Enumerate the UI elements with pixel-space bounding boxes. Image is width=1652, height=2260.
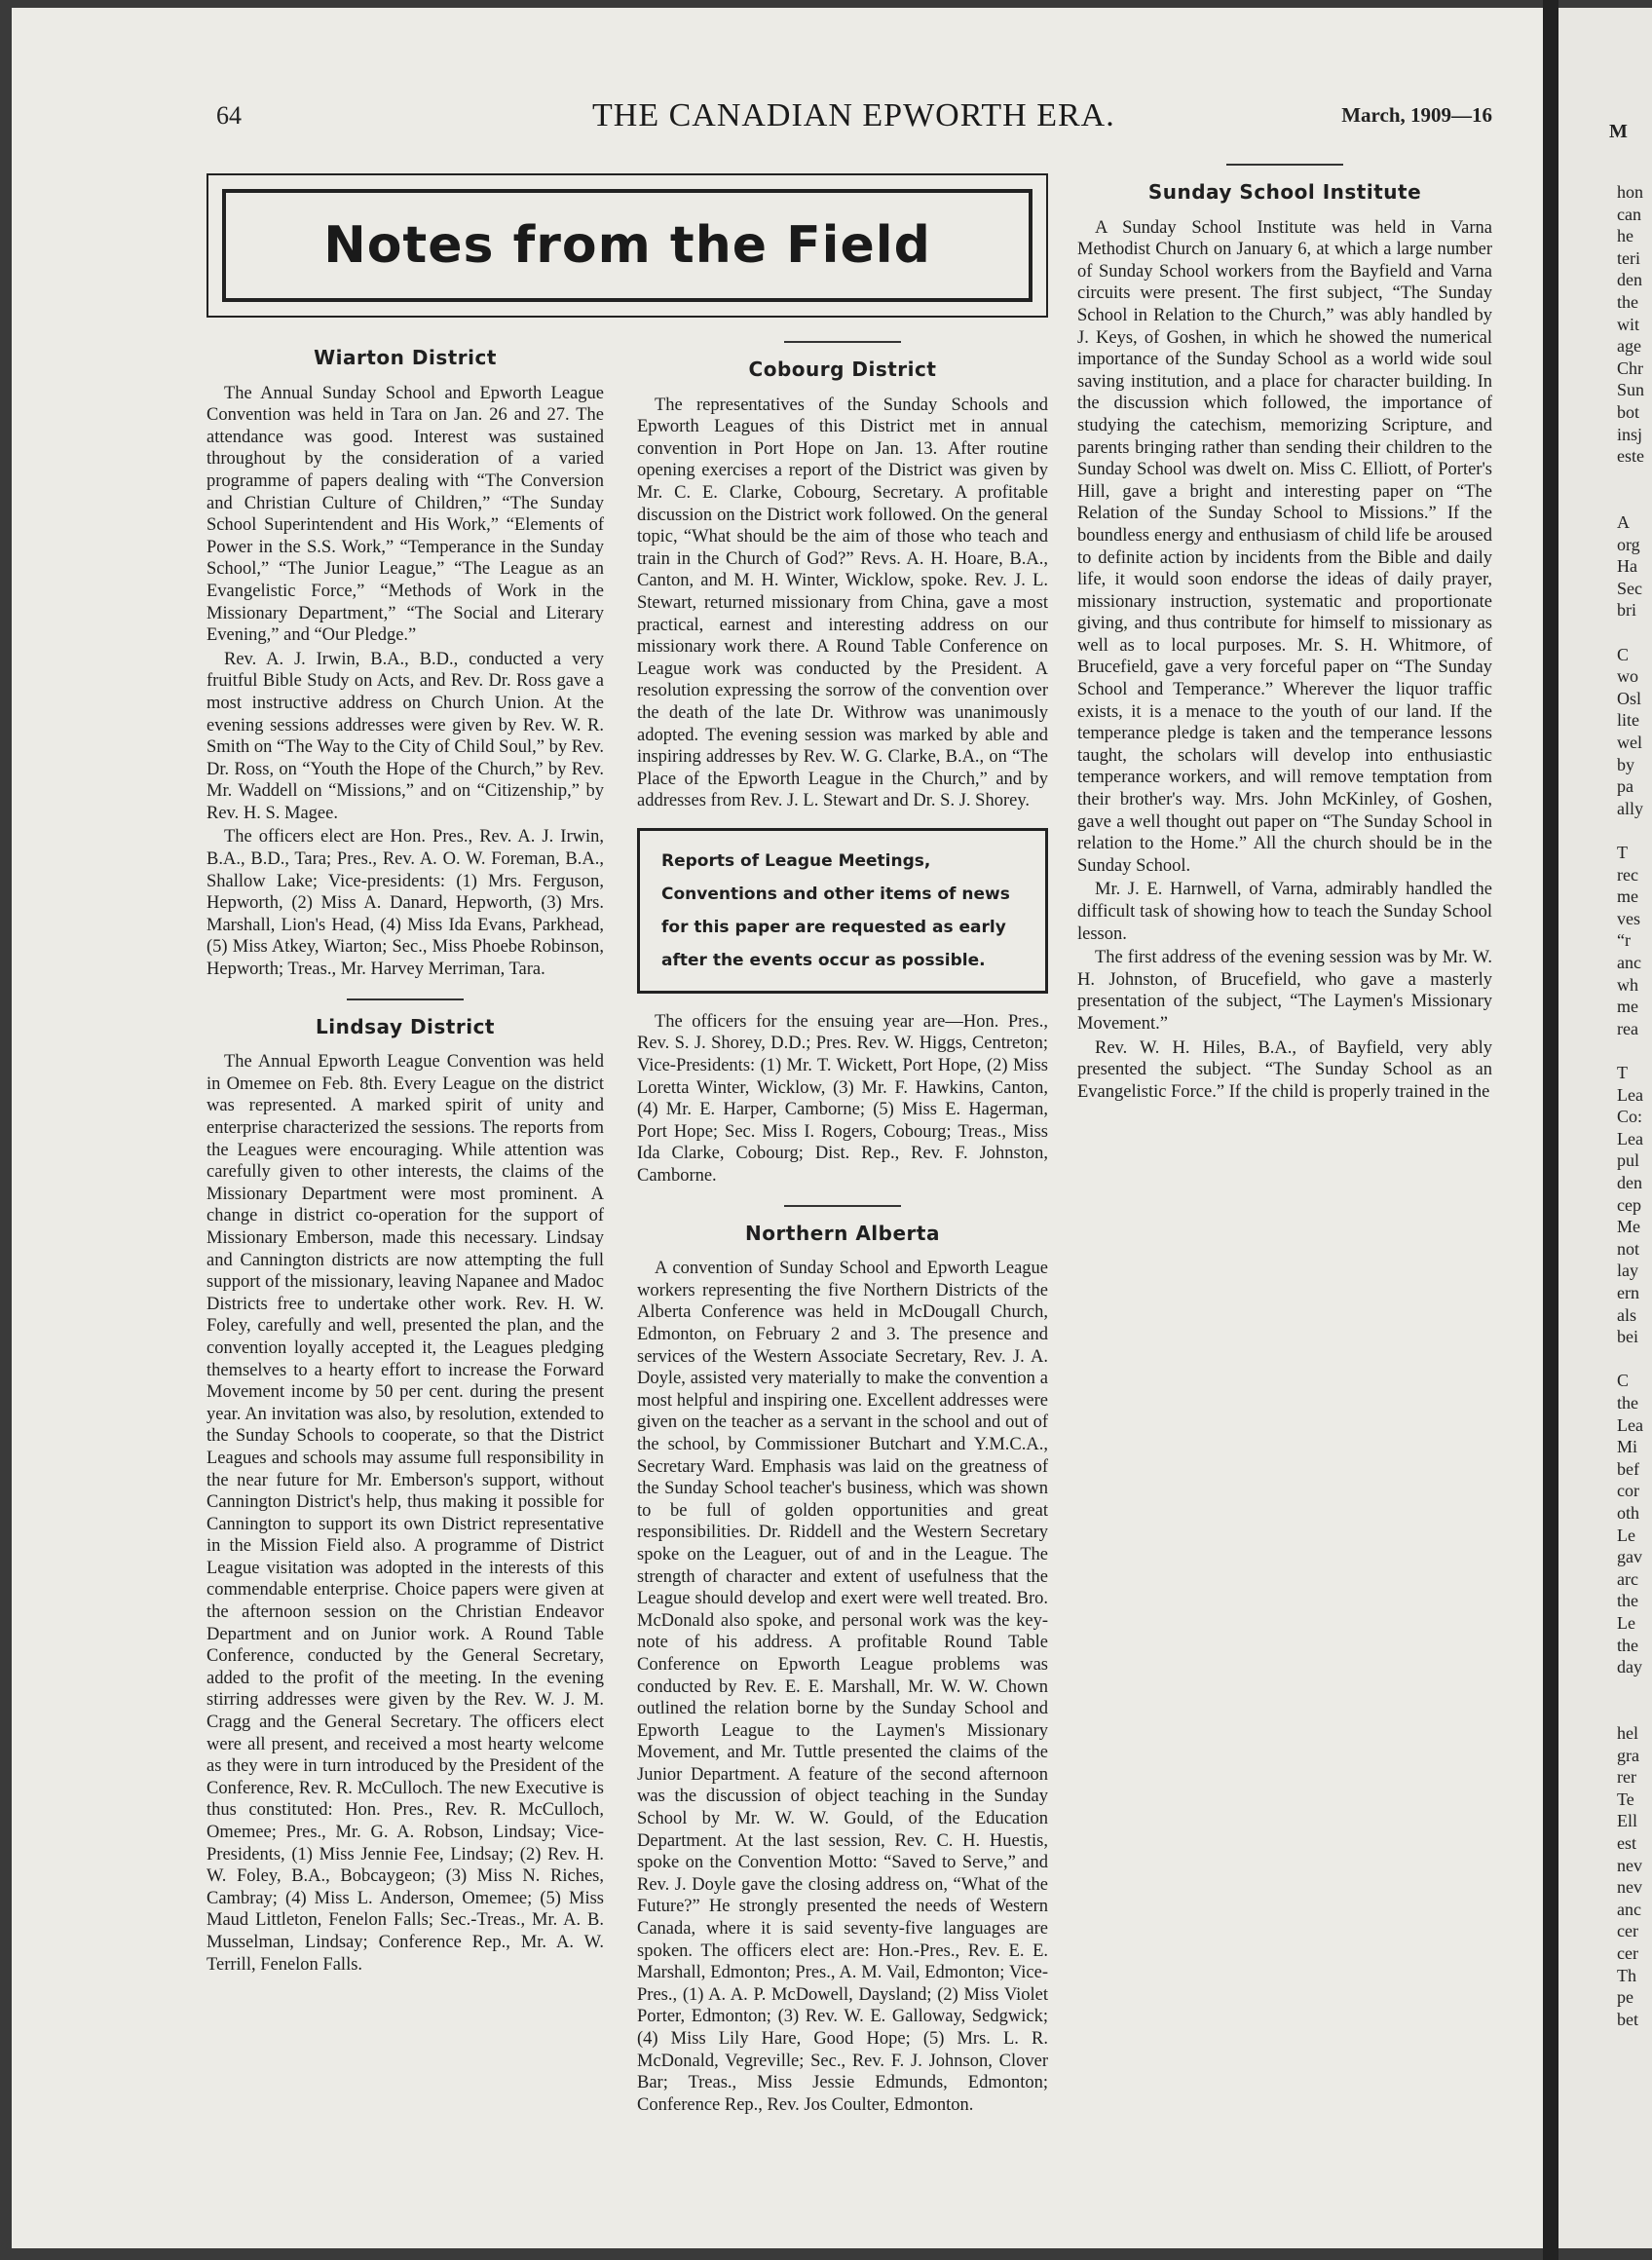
next-page-line-fragment: Ha — [1617, 556, 1637, 577]
next-page-line-fragment: Lea — [1617, 1084, 1643, 1105]
next-page-line-fragment: the — [1617, 1591, 1638, 1611]
next-page-running-head: M — [1609, 121, 1628, 142]
notice-box: Reports of League Meetings, Conventions and other items of news for this paper are requested as early after the events occur as possible. — [637, 828, 1048, 994]
next-page-line-fragment: the — [1617, 292, 1638, 312]
section-heading-lindsay: Lindsay District — [316, 1014, 495, 1038]
next-page-line-fragment: Ell — [1617, 1811, 1637, 1831]
next-page-line-fragment: bri — [1617, 600, 1636, 621]
next-page-line-fragment: Th — [1617, 1965, 1636, 1985]
next-page-line-fragment: Co: — [1617, 1107, 1643, 1127]
next-page-line-fragment: rea — [1617, 1018, 1638, 1038]
next-page-line-fragment: den — [1617, 270, 1642, 290]
column-2 — [637, 337, 1048, 2115]
next-page-line-fragment: cer — [1617, 1943, 1638, 1963]
next-page-line-fragment: wo — [1617, 666, 1638, 687]
next-page-line-fragment: can — [1617, 204, 1641, 224]
magazine-page — [12, 8, 1543, 2248]
next-page-line-fragment: C — [1617, 644, 1630, 664]
next-page-line-fragment: ves — [1617, 908, 1640, 928]
next-page-line-fragment: anc — [1617, 953, 1641, 972]
next-page-line-fragment: Lea — [1617, 1128, 1643, 1149]
next-page-line-fragment: wit — [1617, 314, 1640, 334]
next-page-line-fragment: me — [1617, 997, 1638, 1017]
journal-title: THE CANADIAN EPWORTH ERA. — [592, 97, 1115, 133]
next-page-line-fragment: Lea — [1617, 1414, 1643, 1435]
next-page-line-fragment: hon — [1617, 182, 1643, 202]
next-page-edge — [1558, 8, 1652, 2248]
next-page-line-fragment: Te — [1617, 1789, 1634, 1809]
next-page-line-fragment: rec — [1617, 864, 1638, 885]
page-header — [206, 97, 1502, 136]
section-heading-wiarton: Wiarton District — [314, 346, 497, 369]
next-page-line-fragment: me — [1617, 886, 1638, 907]
next-page-line-fragment: lite — [1617, 710, 1639, 731]
next-page-line-fragment: T — [1617, 843, 1628, 862]
issue-date: March, 1909—16 — [1341, 103, 1492, 127]
next-page-line-fragment: wel — [1617, 733, 1642, 752]
next-page-line-fragment: age — [1617, 336, 1641, 357]
next-page-line-fragment: he — [1617, 226, 1633, 246]
next-page-line-fragment: cor — [1617, 1481, 1639, 1501]
next-page-line-fragment: T — [1617, 1063, 1628, 1082]
next-page-line-fragment: gra — [1617, 1745, 1639, 1765]
next-page-line-fragment: hel — [1617, 1723, 1638, 1743]
institute-paragraph: The first address of the evening session was by Mr. W. H. Johnston, of Brucefield, who gave a masterly presentation of the subject, “The Laymen's Missionary Movement.” — [1077, 948, 1492, 1034]
next-page-line-fragment: Sun — [1617, 380, 1645, 400]
next-page-line-fragment: oth — [1617, 1503, 1640, 1523]
next-page-line-fragment: wh — [1617, 974, 1638, 995]
section-divider — [784, 341, 901, 343]
northern-alberta-paragraph: A convention of Sunday School and Epworth League workers representing the five Northern Districts of the Alberta Conference was held in McDougall Church, Edmonton, on February 2 and 3. The presence and services of the Western Associate Secretary, Rev. J. A. Doyle, assisted very materially to make the convention a most helpful and inspiring one. Excellent addresses were given on the teacher as a servant in the school and out of the school, by Commissioner Butchart and Y.M.C.A., Secretary Ward. Emphasis was laid on the greatness of the Sunday School teacher's business, which was shown to be full of golden opportunities and great responsibilities. Dr. Riddell and the Western Secretary spoke on the Leaguer, out of and in the League. The strength of character and extent of usefulness that the League should develop and exert were well treated. Bro. McDonald also spoke, and personal work was the key-note of his address. A profitable Round Table Conference on Epworth League problems was conducted by Rev. E. E. Marshall, Mr. W. W. Chown outlined the relation borne by the Sunday School and Epworth League to the Laymen's Missionary Movement, and Mr. Tuttle presented the claims of the Junior Department. A feature of the second afternoon was the discussion of object teaching in the Sunday School by Mr. W. W. Gould, of the Education Department. At the last session, Rev. C. H. Huestis, spoke on the Convention Motto: “Saved to Serve,” and Rev. J. Doyle gave the closing address on, “What of the Future?” He strongly presented the needs of Western Canada, where it is said seventy-five languages are spoken. The officers elect are: Hon.-Pres., Rev. E. E. Marshall, Edmonton; Pres., A. M. Vail, Edmonton; Vice-Pres., (1) A. A. P. McDowell, Daysland; (2) Miss Violet Porter, Edmonton; (3) Rev. W. E. Galloway, Sedgwick; (4) Miss Lily Hare, Good Hope; (5) Mrs. L. R. McDonald, Vegreville; Sec., Rev. F. J. Johnson, Clover Bar; Treas., Miss Jessie Edmunds, Edmonton; Conference Rep., Rev. Jos Coulter, Edmonton. — [637, 1259, 1048, 2115]
institute-paragraph: A Sunday School Institute was held in Varna Methodist Church on January 6, at which a large number of Sunday School workers from the Bayfield and Varna circuits were present. The first subject, “The Sunday School in Relation to the Church,” was ably handled by J. Keys, of Goshen, in which he showed the numerical importance of the Sunday School as a world wide soul saving institution, and a place for character building. In the discussion which followed, the importance of studying the catechism, memorizing Scripture, and parents bringing rather than sending their children to the Sunday School was dwelt on. Miss C. Elliott, of Porter's Hill, gave a bright and interesting paper on “The Relation of the Sunday School to Missions.” If the boundless energy and enthusiasm of child life be aroused to definite action by incidents from the Bible and daily life, it would soon endorse the ideas of daily prayer, missionary instruction, systematic and proportionate giving, and thus contribute for himself to missionary as well as to local purposes. Mr. S. H. Whitmore, of Brucefield, gave a very forceful paper on “The Sunday School and Temperance.” Wherever the liquor traffic exists, it is a menace to the youth of our land. If the temperance pledge is taken and the temperance lessons taught, the scholars will develop into enthusiastic temperance workers, and will remove temptation from their brother's way. Mrs. John McKinley, of Goshen, gave a well thought out paper on “The Sunday School in relation to the Home.” All the church should be in the Sunday School. — [1077, 217, 1492, 876]
next-page-line-fragment: Le — [1617, 1525, 1635, 1545]
next-page-line-fragment: the — [1617, 1635, 1638, 1655]
next-page-line-fragment: pul — [1617, 1150, 1640, 1171]
institute-paragraph: Mr. J. E. Harnwell, of Varna, admirably handled the difficult task of showing how to teach the Sunday School lesson. — [1077, 880, 1492, 944]
next-page-line-fragment: bei — [1617, 1327, 1638, 1347]
section-divider — [784, 1205, 901, 1207]
next-page-line-fragment: est — [1617, 1833, 1636, 1853]
next-page-line-fragment: A — [1617, 512, 1630, 532]
title-box-inner — [222, 189, 1032, 302]
cobourg-paragraph: The officers for the ensuing year are—Hon. Pres., Rev. S. J. Shorey, D.D.; Pres. Rev. W. Higgs, Centreton; Vice-Presidents: (1) Mr. T. Wickett, Port Hope, (2) Miss Loretta Winter, Wicklow, (3) Mr. F. Hawkins, Canton, (4) Mr. E. Harper, Camborne; (5) Miss E. Hagerman, Port Hope; Sec. Miss I. Rogers, Cobourg; Treas., Miss Ida Clarke, Cobourg; Dist. Rep., Rev. F. Johnston, Camborne. — [637, 1011, 1048, 1186]
next-page-line-fragment: the — [1617, 1393, 1638, 1412]
title-box — [206, 173, 1048, 318]
wiarton-paragraph: The Annual Sunday School and Epworth League Convention was held in Tara on Jan. 26 and 27. The attendance was good. Interest was sustained throughout by the consideration of a varied programme of papers dealing with “The Conversion and Christian Culture of Children,” “The Sunday School Superintendent and His Work,” “Elements of Power in the S.S. Work,” “Temperance in the Sunday School,” “The Junior League,” “The League as an Evangelistic Force,” “Methods of Work in the Missionary Department,” “The Social and Literary Evening,” and “Our Pledge.” — [206, 383, 604, 646]
next-page-line-fragment: Mi — [1617, 1437, 1638, 1457]
next-page-line-fragment: not — [1617, 1238, 1640, 1259]
next-page-line-fragment: cep — [1617, 1194, 1641, 1215]
next-page-line-fragment: lay — [1617, 1261, 1638, 1281]
next-page-line-fragment: pa — [1617, 776, 1633, 797]
next-page-line-fragment: anc — [1617, 1899, 1641, 1919]
page-number: 64 — [216, 101, 242, 130]
section-divider — [1226, 164, 1343, 166]
next-page-line-fragment: rer — [1617, 1767, 1636, 1788]
next-page-line-fragment: gav — [1617, 1547, 1642, 1567]
wiarton-paragraph: Rev. A. J. Irwin, B.A., B.D., conducted a very fruitful Bible Study on Acts, and Rev. Dr. Ross gave a most instructive address on Church Union. At the evening sessions addresses were given by Rev. W. R. Smith on “The Way to the City of Child Soul,” by Rev. Dr. Ross, on “Youth the Hope of the Church,” by Rev. Mr. Waddell on “Missions,” and on “Citizenship,” by Rev. H. S. Magee. — [206, 649, 604, 823]
section-heading-northern-alberta: Northern Alberta — [745, 1221, 940, 1245]
next-page-line-fragment: pe — [1617, 1987, 1633, 2008]
next-page-line-fragment: by — [1617, 754, 1634, 774]
next-page-line-fragment: bef — [1617, 1458, 1639, 1479]
next-page-line-fragment: Osl — [1617, 688, 1642, 708]
next-page-line-fragment: cer — [1617, 1921, 1638, 1941]
column-3 — [1077, 164, 1492, 1976]
next-page-line-fragment: Chr — [1617, 358, 1643, 378]
next-page-line-fragment: Me — [1617, 1217, 1640, 1237]
next-page-line-fragment: nev — [1617, 1877, 1642, 1898]
next-page-line-fragment: “r — [1617, 930, 1631, 951]
next-page-line-fragment: C — [1617, 1371, 1630, 1391]
next-page-line-fragment: Le — [1617, 1613, 1635, 1633]
institute-paragraph: Rev. W. H. Hiles, B.A., of Bayfield, very ably presented the subject. “The Sunday School as an Evangelistic Force.” If the child is properly trained in the — [1077, 1037, 1492, 1102]
cobourg-paragraph: The representatives of the Sunday Schools and Epworth Leagues of this District met in annual convention in Port Hope on Jan. 13. After routine opening exercises a report of the District was given by Mr. C. E. Clarke, Cobourg, Secretary. A profitable discussion on the District work followed. On the general topic, “What should be the aim of those who teach and train in the Church of God?” Revs. A. H. Hoare, B.A., Canton, and M. H. Winter, Wicklow, spoke. Rev. J. L. Stewart, returned missionary from China, gave a most practical, earnest and interesting address on our missionary work there. A Round Table Conference on League work was conducted by the President. A resolution expressing the sorrow of the convention over the death of the late Dr. Withrow was unanimously adopted. The evening session was marked by able and inspiring addresses by Rev. W. G. Clarke, B.A., on “The Place of the Epworth League in the Church,” and by addresses from Rev. J. L. Stewart and Dr. S. J. Shorey. — [637, 395, 1048, 811]
lindsay-paragraph: The Annual Epworth League Convention was held in Omemee on Feb. 8th. Every League on the district was represented. A marked spirit of unity and enterprise characterized the sessions. The reports from the Leagues were encouraging. While attention was carefully given to other interests, the claims of the Missionary Department were most prominent. A change in district co-operation for the support of Missionary Emberson, made this necessary. Lindsay and Cannington districts are now attempting the full support of the missionary, leaving Napanee and Madoc Districts free to undertake other work. Rev. H. W. Foley, carefully and well, presented the plan, and the convention loyally accepted it, the Leagues pledging themselves to a hearty effort to increase the Forward Movement income by 50 per cent. during the present year. An invitation was also, by resolution, extended to the Sunday Schools to cooperate, so that the District Leagues and schools may assume full responsibility in the near future for Mr. Emberson's support, without Cannington District's help, thus making it possible for Cannington to support its own District representative in the Mission Field also. A programme of District League visitation was adopted in the interests of this commendable enterprise. Choice papers were given at the afternoon session on the Christian Endeavor Department and on Junior work. A Round Table Conference, conducted by the General Secretary, added to the profit of the meeting. In the evening stirring addresses were given by the Rev. W. J. M. Cragg and the General Secretary. The officers elect were all present, and received a most hearty welcome as they were in turn introduced by the President of the Conference, Rev. R. McCulloch. The new Executive is thus constituted: Hon. Pres., Rev. R. McCulloch, Omemee; Pres., Mr. G. A. Robson, Lindsay; Vice-Presidents, (1) Miss Jennie Fee, Lindsay; (2) Rev. H. W. Foley, B.A., Bobcaygeon; (3) Miss N. Riches, Cambray; (4) Miss L. Anderson, Omemee; (5) Miss Maud Littleton, Fenelon Falls; Sec.-Treas., Mr. A. B. Musselman, Lindsay; Conference Rep., Mr. A. W. Terrill, Fenelon Falls. — [206, 1052, 604, 1975]
next-page-line-fragment: insj — [1617, 424, 1643, 444]
next-page-line-fragment: den — [1617, 1173, 1642, 1192]
section-heading-sunday-school-institute: Sunday School Institute — [1147, 180, 1422, 204]
next-page-line-fragment: bet — [1617, 2009, 1638, 2029]
next-page-line-fragment: Sec — [1617, 578, 1642, 598]
column-1 — [206, 337, 604, 1974]
next-page-line-fragment: bot — [1617, 402, 1640, 422]
next-page-line-fragment: org — [1617, 534, 1640, 554]
next-page-line-fragment: day — [1617, 1657, 1642, 1677]
book-spine — [1543, 0, 1558, 2260]
section-heading-cobourg: Cobourg District — [748, 358, 937, 381]
next-page-line-fragment: teri — [1617, 247, 1640, 268]
next-page-line-fragment: arc — [1617, 1568, 1638, 1589]
wiarton-paragraph: The officers elect are Hon. Pres., Rev. A. J. Irwin, B.A., B.D., Tara; Pres., Rev. A. O. W. Foreman, B.A., Shallow Lake; Vice-presidents: (1) Mrs. Ferguson, Hepworth, (2) Miss A. Danard, Hepworth, (3) Mrs. Marshall, Lion's Head, (4) Miss Ida Evans, Parkhead, (5) Miss Atkey, Wiarton; Sec., Miss Phoebe Robinson, Hepworth; Treas., Mr. Harvey Merriman, Tara. — [206, 827, 604, 980]
next-page-line-fragment: nev — [1617, 1855, 1642, 1875]
next-page-line-fragment: este — [1617, 446, 1644, 467]
page-title: Notes from the Field — [323, 216, 931, 275]
next-page-line-fragment: ally — [1617, 798, 1643, 818]
section-divider — [347, 998, 464, 1000]
next-page-line-fragment: ern — [1617, 1283, 1639, 1302]
next-page-line-fragment: als — [1617, 1304, 1636, 1325]
